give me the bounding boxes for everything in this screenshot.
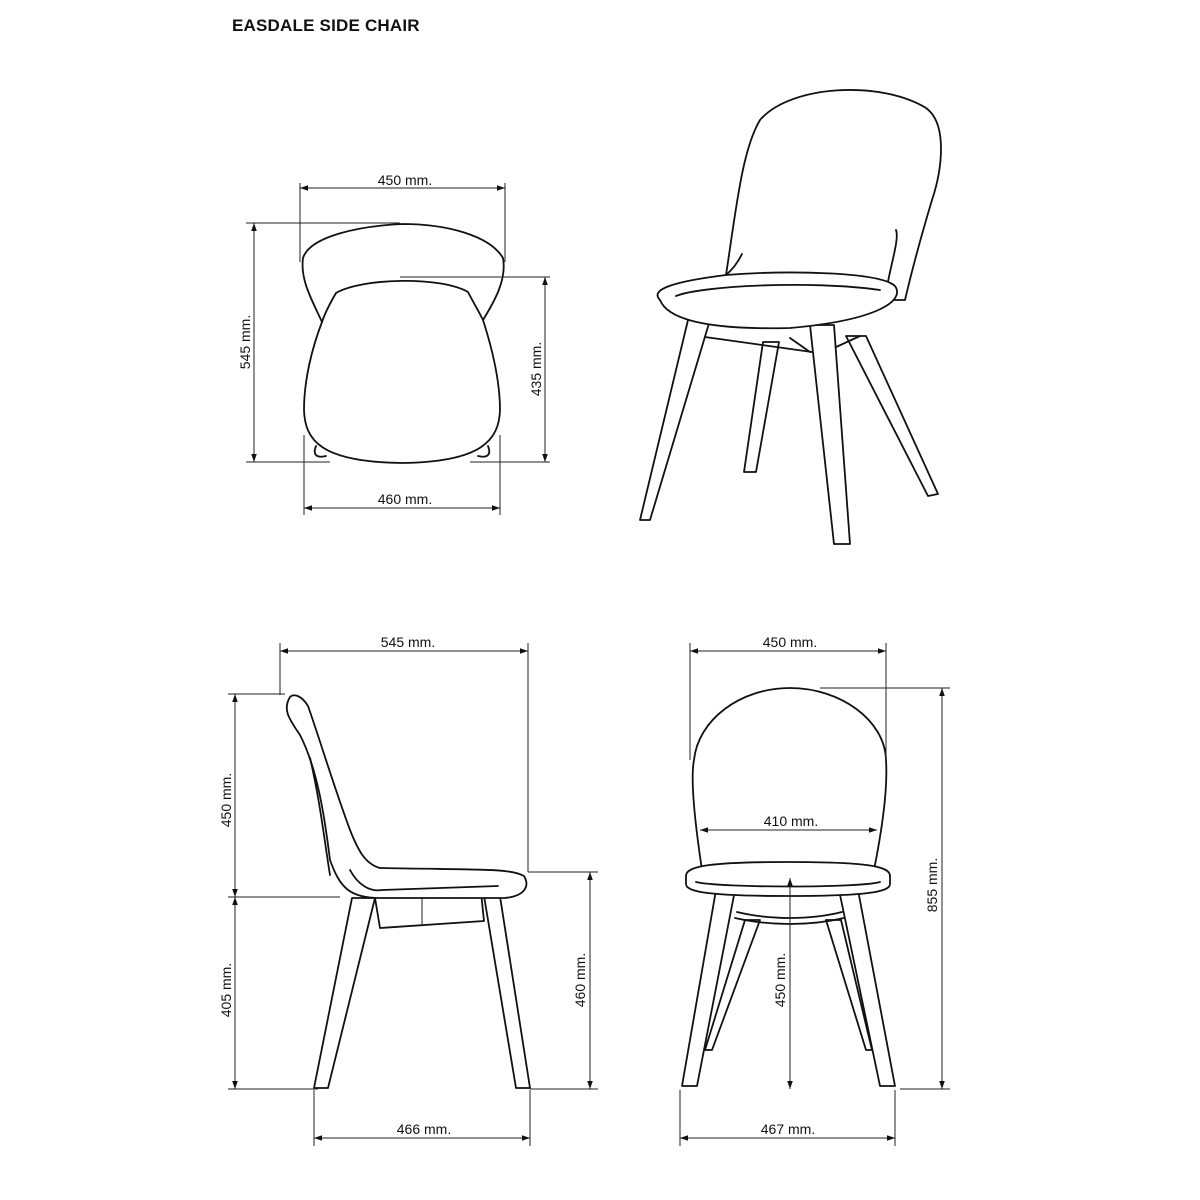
dim-side-leg-height: 405 mm.	[218, 962, 234, 1018]
dim-front-width: 450 mm.	[762, 634, 818, 650]
dim-top-width-back: 450 mm.	[377, 172, 433, 188]
drawing-title: EASDALE SIDE CHAIR	[232, 16, 420, 35]
side-view	[218, 634, 598, 1146]
dim-front-total-height: 855 mm.	[924, 857, 940, 913]
dim-front-inner-width: 410 mm.	[763, 813, 819, 829]
dim-top-seat-depth: 435 mm.	[528, 341, 544, 397]
dim-top-depth: 545 mm.	[237, 314, 253, 370]
front-view	[680, 634, 950, 1146]
dim-front-seat-height: 450 mm.	[772, 952, 788, 1008]
dim-front-footprint: 467 mm.	[760, 1121, 816, 1137]
dim-side-footprint: 466 mm.	[396, 1121, 452, 1137]
dim-side-seat-height: 460 mm.	[572, 952, 588, 1008]
dim-side-back-height: 450 mm.	[218, 772, 234, 828]
dim-side-depth: 545 mm.	[380, 634, 436, 650]
perspective-view	[640, 90, 941, 544]
top-view	[237, 172, 550, 515]
dim-top-width-front: 460 mm.	[377, 491, 433, 507]
